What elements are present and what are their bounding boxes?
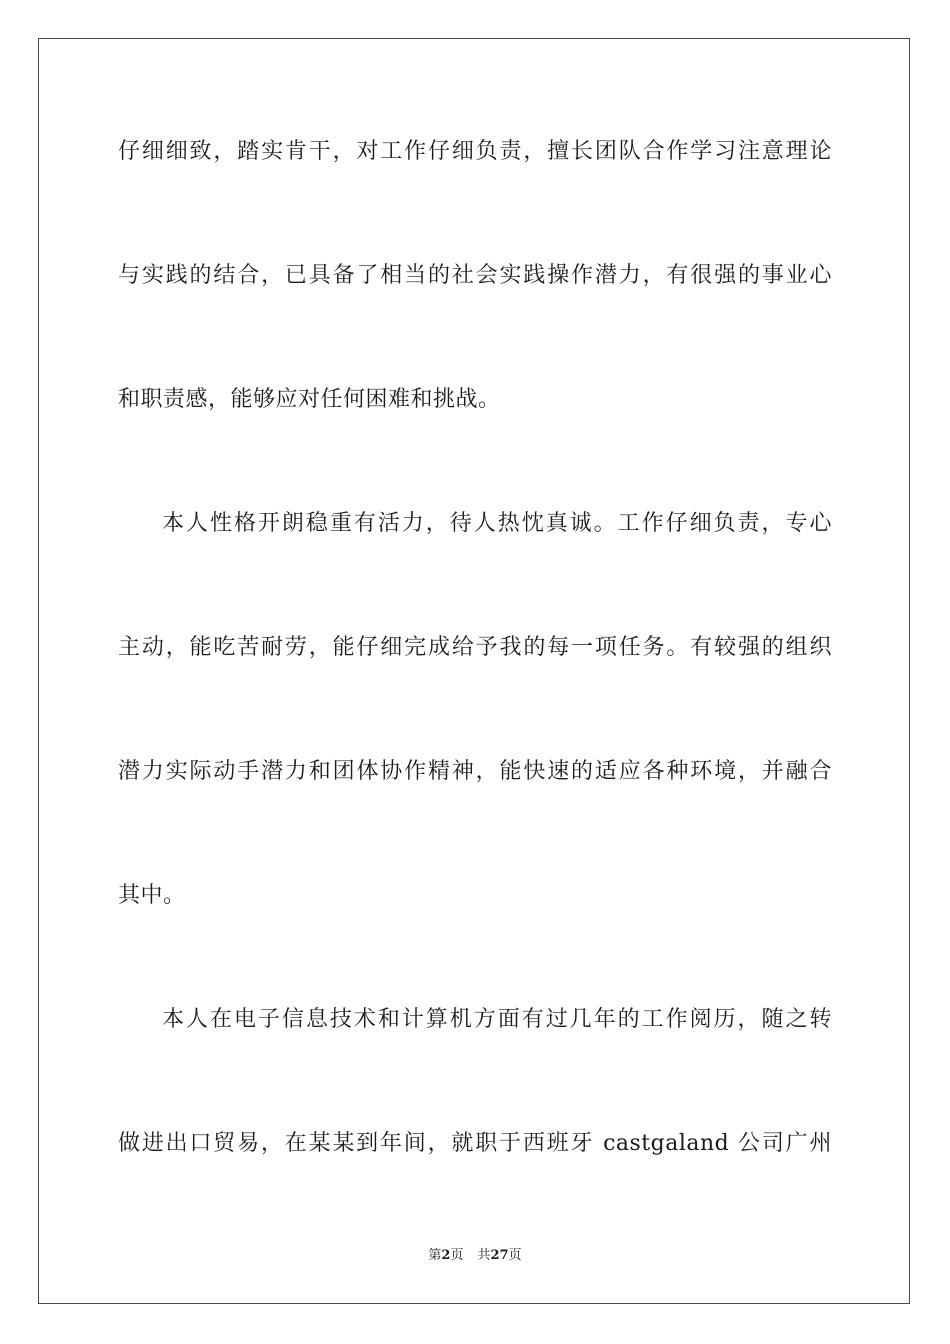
body-text-line-2: 与实践的结合，已具备了相当的社会实践操作潜力，有很强的事业心	[118, 263, 832, 288]
footer-page-prefix: 第	[428, 1248, 442, 1263]
body-text-line-7: 其中。	[118, 883, 186, 908]
footer-total-prefix: 共	[477, 1248, 491, 1263]
footer-page-suffix: 页	[450, 1248, 464, 1263]
body-text-line-1: 仔细细致，踏实肯干，对工作仔细负责，擅长团队合作学习注意理论	[118, 139, 832, 164]
page-border	[38, 38, 910, 1304]
page-footer	[0, 1247, 950, 1265]
body-text-line-6: 潜力实际动手潜力和团体协作精神，能快速的适应各种环境，并融合	[118, 759, 832, 784]
body-text-line-5: 主动，能吃苦耐劳，能仔细完成给予我的每一项任务。有较强的组织	[118, 635, 832, 660]
footer-total-pages: 27	[490, 1248, 509, 1263]
body-text-line-9: 做进出口贸易，在某某到年间，就职于西班牙 castgaland 公司广州	[118, 1131, 832, 1156]
body-text-line-8: 本人在电子信息技术和计算机方面有过几年的工作阅历，随之转	[162, 1007, 832, 1032]
body-text-line-3: 和职责感，能够应对任何困难和挑战。	[118, 387, 501, 412]
footer-total-suffix: 页	[508, 1248, 522, 1263]
footer-page-number: 2	[441, 1248, 451, 1263]
body-text-line-4: 本人性格开朗稳重有活力，待人热忱真诚。工作仔细负责，专心	[162, 511, 832, 536]
